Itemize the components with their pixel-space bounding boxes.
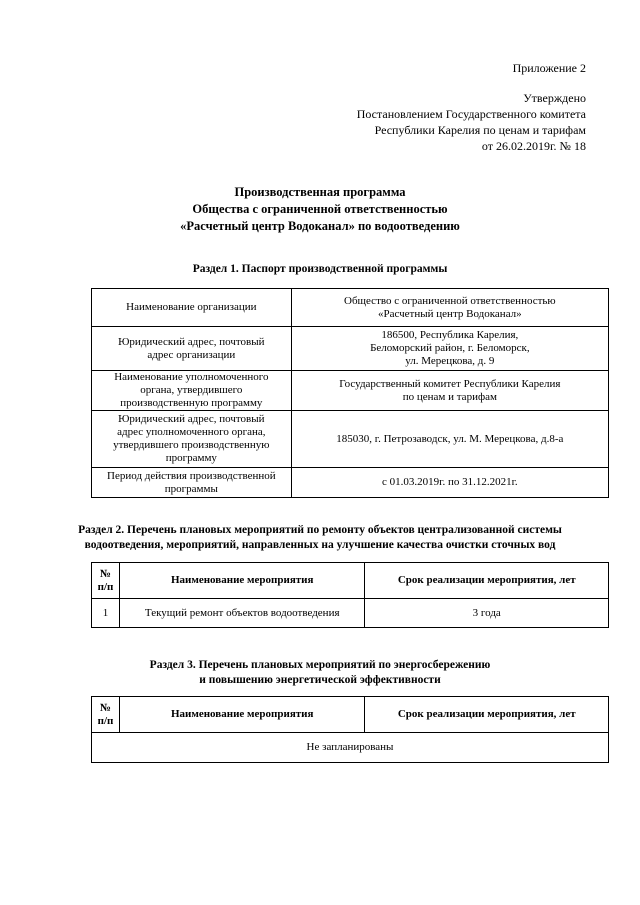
passport-label: Наименование уполномоченного органа, утвердившего производственную программу (92, 371, 292, 411)
approved-label: Утверждено (523, 91, 586, 105)
passport-label: Юридический адрес, почтовый адрес организации (92, 327, 292, 371)
table-row (92, 599, 609, 628)
passport-table (91, 288, 609, 498)
col-num-header: № п/п (92, 697, 120, 733)
section1-heading: Раздел 1. Паспорт производственной программы (192, 263, 448, 275)
title-line2: Общества с ограниченной ответственностью (192, 202, 448, 216)
section2-heading-line2: водоотведения, мероприятий, направленных на улучшение качества очистки сточных вод (84, 539, 556, 551)
energy-table (91, 696, 609, 763)
passport-value: Общество с ограниченной ответственностью «Расчетный центр Водоканал» (291, 289, 608, 327)
row-num: 1 (92, 599, 120, 628)
appendix-label: Приложение 2 (512, 61, 586, 75)
passport-row (92, 371, 609, 411)
passport-label: Юридический адрес, почтовый адрес уполномоченного органа, утвердившего производственную программу (92, 411, 292, 468)
passport-value: 185030, г. Петрозаводск, ул. М. Мерецкова, д.8-а (291, 411, 608, 468)
approved-date: от 26.02.2019г. № 18 (481, 139, 586, 153)
col-num-header: № п/п (92, 563, 120, 599)
passport-row (92, 289, 609, 327)
row-name: Текущий ремонт объектов водоотведения (119, 599, 365, 628)
passport-row (92, 468, 609, 498)
col-name-header: Наименование мероприятия (119, 563, 365, 599)
repair-table (91, 562, 609, 628)
col-term-header: Срок реализации мероприятия, лет (365, 563, 609, 599)
col-name-header: Наименование мероприятия (119, 697, 365, 733)
passport-label: Период действия производственной программы (92, 468, 292, 498)
table-row (92, 733, 609, 763)
passport-row (92, 327, 609, 371)
section2-heading-line1: Раздел 2. Перечень плановых мероприятий по ремонту объектов централизованной системы (78, 524, 562, 536)
passport-label: Наименование организации (92, 289, 292, 327)
section3-heading-line2: и повышению энергетической эффективности (199, 674, 441, 686)
approved-by-line2: Республики Карелия по ценам и тарифам (374, 123, 586, 137)
title-line1: Производственная программа (234, 185, 406, 199)
row-term: 3 года (365, 599, 609, 628)
energy-table-header (92, 697, 609, 733)
passport-row (92, 411, 609, 468)
passport-value: 186500, Республика Карелия, Беломорский район, г. Беломорск, ул. Мерецкова, д. 9 (291, 327, 608, 371)
not-planned-cell: Не запланированы (92, 733, 609, 763)
title-line3: «Расчетный центр Водоканал» по водоотведению (180, 219, 460, 233)
repair-table-header (92, 563, 609, 599)
passport-value: с 01.03.2019г. по 31.12.2021г. (291, 468, 608, 498)
approved-by-line1: Постановлением Государственного комитета (356, 107, 586, 121)
section3-heading-line1: Раздел 3. Перечень плановых мероприятий по энергосбережению (149, 659, 491, 671)
passport-value: Государственный комитет Республики Карелия по ценам и тарифам (291, 371, 608, 411)
col-term-header: Срок реализации мероприятия, лет (365, 697, 609, 733)
